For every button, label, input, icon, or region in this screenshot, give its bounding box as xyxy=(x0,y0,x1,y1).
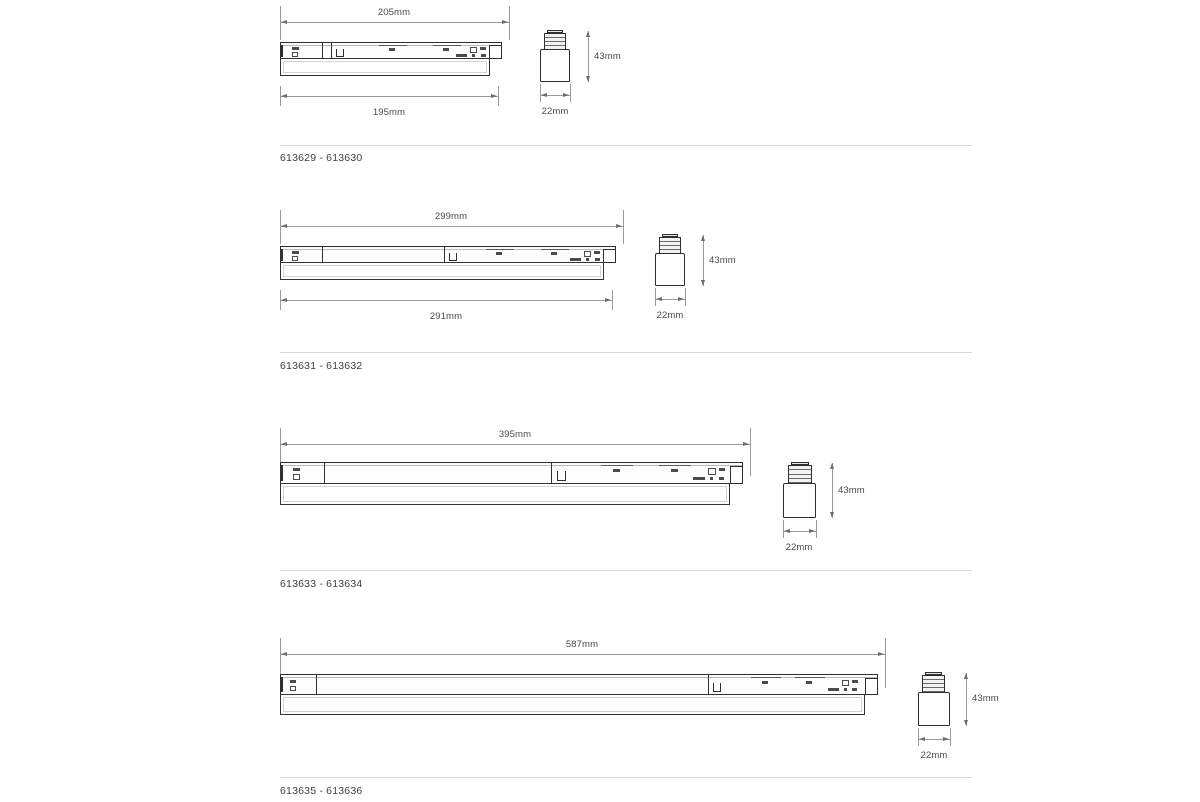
end-view-fin-4c xyxy=(923,687,944,688)
tray-mark-3d xyxy=(671,469,678,472)
tray-notch-3b xyxy=(659,465,691,466)
end-view-fins-3 xyxy=(788,465,812,484)
connector-stub-2 xyxy=(603,249,616,263)
product-block-1 xyxy=(0,0,1200,180)
end-view-fin-3a xyxy=(789,469,811,470)
tray-notch-1b xyxy=(433,45,461,46)
tray-mark-4d xyxy=(806,681,812,684)
end-view-fin-3b xyxy=(789,474,811,475)
tray-mark-4e xyxy=(852,680,858,683)
tray-mark-1a xyxy=(292,47,299,50)
tray-mark-3c xyxy=(613,469,620,472)
dimension-arrow-right-4 xyxy=(878,652,884,656)
tray-mark-1f xyxy=(456,54,467,57)
tray-notch-1a xyxy=(379,45,407,46)
end-view-fin-1c xyxy=(545,45,565,46)
dimension-arrow-height-bottom-2 xyxy=(701,280,705,286)
dimension-arrow-left-3 xyxy=(281,442,287,446)
tray-mark-2d xyxy=(551,252,557,255)
tray-divider-4 xyxy=(708,675,709,694)
tray-mark-3g xyxy=(710,477,713,480)
dimension-width-4: 22mm xyxy=(920,750,948,761)
divider-rule-2 xyxy=(280,352,972,353)
fixture-elevation-2 xyxy=(280,246,616,278)
tray-mark-1b xyxy=(292,52,298,57)
divider-rule-1 xyxy=(280,145,972,146)
tray-mark-2f xyxy=(570,258,581,261)
end-view-fins-2 xyxy=(659,237,681,254)
tray-mark-2a xyxy=(292,251,299,254)
end-view-fin-3c xyxy=(789,478,811,479)
connector-stub-1 xyxy=(489,45,502,59)
dimension-arrow-height-top-3 xyxy=(830,463,834,469)
gear-tray-1 xyxy=(280,42,502,59)
dimension-arrow-height-top-1 xyxy=(586,31,590,37)
driver-mark-3 xyxy=(708,468,716,475)
extension-line-body-right-2 xyxy=(612,290,613,310)
extension-line-width-right-1 xyxy=(570,84,571,102)
dimension-line-body-1 xyxy=(280,96,498,97)
diffuser-inner-2 xyxy=(283,265,601,277)
end-view-fin-4a xyxy=(923,679,944,680)
tray-notch-3a xyxy=(601,465,633,466)
endcap-left-1 xyxy=(281,43,323,58)
dimension-arrow-right-3 xyxy=(743,442,749,446)
dimension-arrow-height-bottom-1 xyxy=(586,76,590,82)
end-view-body-3 xyxy=(783,483,816,518)
fixture-elevation-4 xyxy=(280,674,878,714)
dimension-line-overall-3 xyxy=(280,444,750,445)
tray-mark-3e xyxy=(719,468,725,471)
end-view-fins-4 xyxy=(922,675,945,693)
dimension-arrow-body-right-2 xyxy=(605,298,611,302)
mounting-bracket-4 xyxy=(713,683,721,692)
dimension-line-height-1 xyxy=(588,31,589,82)
dimension-height-4: 43mm xyxy=(972,693,999,704)
dimension-arrow-body-left-1 xyxy=(281,94,287,98)
extension-line-right-2 xyxy=(623,210,624,244)
gear-tray-4 xyxy=(280,674,878,695)
tray-mark-1c xyxy=(389,48,395,51)
product-code-1: 613629 - 613630 xyxy=(280,152,363,164)
extension-line-right-3 xyxy=(750,428,751,476)
tray-mark-4g xyxy=(844,688,847,691)
end-view-fin-4b xyxy=(923,683,944,684)
endcap-left-edge-2 xyxy=(281,249,283,261)
tray-divider-2 xyxy=(444,247,445,262)
end-view-fin-1a xyxy=(545,37,565,38)
tray-mark-3h xyxy=(719,477,724,480)
endcap-left-edge-4 xyxy=(281,677,283,692)
extension-line-width-right-3 xyxy=(816,520,817,538)
dimension-height-3: 43mm xyxy=(838,485,865,496)
connector-stub-3 xyxy=(730,466,743,484)
end-view-fin-2a xyxy=(660,241,680,242)
diffuser-3 xyxy=(280,483,730,505)
dimension-arrow-height-top-4 xyxy=(964,673,968,679)
dimension-line-overall-2 xyxy=(280,226,623,227)
dimension-arrow-right-1 xyxy=(502,20,508,24)
end-view-body-2 xyxy=(655,253,685,286)
dimension-arrow-height-bottom-4 xyxy=(964,720,968,726)
dimension-arrow-body-right-1 xyxy=(491,94,497,98)
end-view-2 xyxy=(652,234,692,286)
driver-mark-1 xyxy=(470,47,477,53)
extension-line-width-right-4 xyxy=(950,728,951,746)
dimension-line-body-2 xyxy=(280,300,612,301)
mounting-bracket-3 xyxy=(557,471,566,481)
product-block-2 xyxy=(0,204,1200,384)
dimension-arrow-left-2 xyxy=(281,224,287,228)
dimension-line-height-3 xyxy=(832,463,833,518)
tray-mark-2e xyxy=(594,251,600,254)
tray-mark-2c xyxy=(496,252,502,255)
gear-tray-seam-4 xyxy=(281,677,877,678)
extension-line-right-4 xyxy=(885,638,886,688)
driver-mark-2 xyxy=(584,251,591,257)
dimension-height-1: 43mm xyxy=(594,51,621,62)
tray-mark-4c xyxy=(762,681,768,684)
end-view-fins-1 xyxy=(544,33,566,50)
driver-mark-4 xyxy=(842,680,849,686)
tray-notch-2b xyxy=(541,249,569,250)
gear-tray-3 xyxy=(280,462,743,484)
tray-mark-3a xyxy=(293,468,300,471)
dimension-arrow-width-right-4 xyxy=(943,737,949,741)
dimension-body-1: 195mm xyxy=(372,107,406,118)
tray-mark-1h xyxy=(481,54,486,57)
tray-notch-2a xyxy=(486,249,514,250)
extension-line-body-right-1 xyxy=(498,86,499,106)
tray-mark-1e xyxy=(480,47,486,50)
dimension-overall-3: 395mm xyxy=(498,429,532,440)
tray-mark-3b xyxy=(293,474,300,480)
end-view-4 xyxy=(915,672,957,726)
dimension-arrow-width-right-1 xyxy=(563,93,569,97)
dimension-arrow-width-right-3 xyxy=(809,529,815,533)
dimension-line-overall-4 xyxy=(280,654,885,655)
dimension-line-overall-1 xyxy=(280,22,509,23)
diffuser-2 xyxy=(280,262,604,280)
dimension-arrow-width-left-4 xyxy=(919,737,925,741)
connector-stub-4 xyxy=(865,678,878,695)
mounting-bracket-2 xyxy=(449,253,457,261)
diffuser-inner-3 xyxy=(283,486,727,502)
endcap-left-3 xyxy=(281,463,325,483)
dimension-arrow-right-2 xyxy=(616,224,622,228)
tray-mark-4a xyxy=(290,680,296,683)
endcap-left-edge-1 xyxy=(281,45,283,57)
tray-divider-1 xyxy=(331,43,332,58)
tray-notch-4b xyxy=(795,677,825,678)
tray-mark-1d xyxy=(443,48,449,51)
diffuser-inner-4 xyxy=(283,697,862,712)
dimension-arrow-body-left-2 xyxy=(281,298,287,302)
dimension-body-2: 291mm xyxy=(429,311,463,322)
gear-tray-2 xyxy=(280,246,616,263)
tray-mark-4h xyxy=(852,688,857,691)
tray-notch-4a xyxy=(751,677,781,678)
dimension-arrow-width-left-1 xyxy=(541,93,547,97)
diffuser-4 xyxy=(280,694,865,715)
end-view-fin-2c xyxy=(660,249,680,250)
diffuser-inner-1 xyxy=(283,61,487,73)
tray-divider-3 xyxy=(551,463,552,483)
tray-mark-3f xyxy=(693,477,705,480)
fixture-elevation-1 xyxy=(280,42,502,74)
dimension-overall-2: 299mm xyxy=(434,211,468,222)
product-code-4: 613635 - 613636 xyxy=(280,785,363,797)
divider-rule-3 xyxy=(280,570,972,571)
dimension-width-2: 22mm xyxy=(656,310,684,321)
dimension-width-1: 22mm xyxy=(541,106,569,117)
dimension-arrow-height-top-2 xyxy=(701,235,705,241)
endcap-left-4 xyxy=(281,675,317,694)
extension-line-width-right-2 xyxy=(685,288,686,306)
mounting-bracket-1 xyxy=(336,49,344,57)
fixture-elevation-3 xyxy=(280,462,743,504)
tray-mark-4b xyxy=(290,686,296,691)
dimension-arrow-width-left-3 xyxy=(784,529,790,533)
end-view-fin-1b xyxy=(545,41,565,42)
end-view-3 xyxy=(780,462,824,518)
product-block-4 xyxy=(0,632,1200,802)
tray-mark-2h xyxy=(595,258,600,261)
dimension-arrow-left-4 xyxy=(281,652,287,656)
extension-line-right-1 xyxy=(509,6,510,40)
tray-mark-4f xyxy=(828,688,839,691)
dimension-line-height-4 xyxy=(966,673,967,726)
divider-rule-4 xyxy=(280,777,972,778)
end-view-fin-2b xyxy=(660,245,680,246)
end-view-1 xyxy=(537,30,577,82)
product-code-3: 613633 - 613634 xyxy=(280,578,363,590)
dimension-overall-1: 205mm xyxy=(377,7,411,18)
tray-mark-1g xyxy=(472,54,475,57)
end-view-body-4 xyxy=(918,692,950,726)
product-block-3 xyxy=(0,422,1200,602)
dimension-arrow-left-1 xyxy=(281,20,287,24)
endcap-left-2 xyxy=(281,247,323,262)
dimension-width-3: 22mm xyxy=(785,542,813,553)
dimension-height-2: 43mm xyxy=(709,255,736,266)
endcap-left-edge-3 xyxy=(281,465,283,481)
dimension-arrow-width-left-2 xyxy=(656,297,662,301)
tray-mark-2b xyxy=(292,256,298,261)
product-code-2: 613631 - 613632 xyxy=(280,360,363,372)
dimension-overall-4: 587mm xyxy=(565,639,599,650)
tray-mark-2g xyxy=(586,258,589,261)
dimension-arrow-width-right-2 xyxy=(678,297,684,301)
end-view-body-1 xyxy=(540,49,570,82)
dimension-line-height-2 xyxy=(703,235,704,286)
dimension-arrow-height-bottom-3 xyxy=(830,512,834,518)
diffuser-1 xyxy=(280,58,490,76)
